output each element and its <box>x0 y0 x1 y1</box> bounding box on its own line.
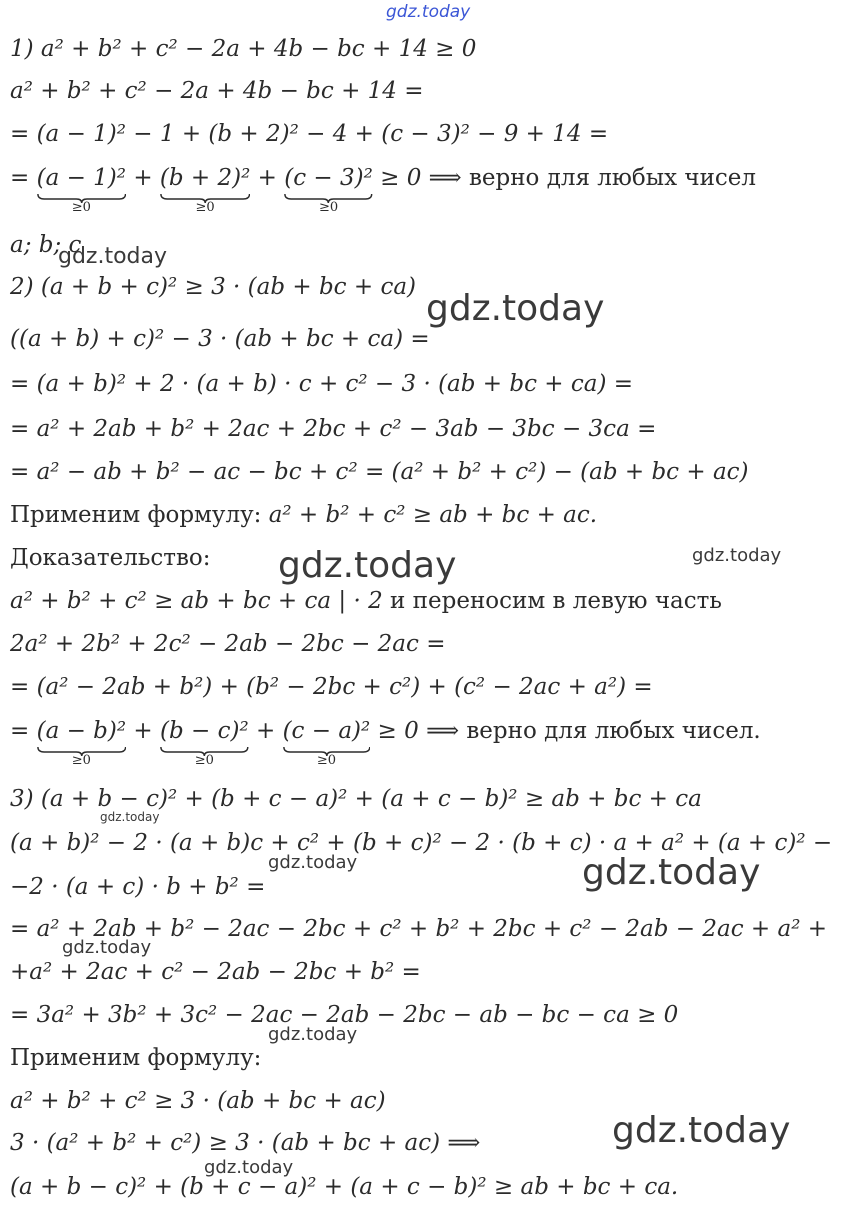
problem-2-statement: 2) (a + b + c)² ≥ 3 · (ab + bc + ca) <box>10 274 417 300</box>
problem-3-step-4: 3 · (a² + b² + c²) ≥ 3 · (ab + bc + ac) ⟹ <box>10 1130 481 1156</box>
watermark: gdz.today <box>426 288 605 329</box>
problem-2-step-1: ((a + b) + c)² − 3 · (ab + bc + ca) = <box>10 326 430 352</box>
problem-3-formula: a² + b² + c² ≥ 3 · (ab + bc + ac) <box>10 1088 386 1114</box>
proof-step-3: = (a² − 2ab + b²) + (b² − 2bc + c²) + (c² − 2ac + a²) = <box>10 674 653 700</box>
underbrace-term-2: (b − c)² ≥0 <box>160 718 249 768</box>
proof-heading: Доказательство: <box>10 545 211 571</box>
problem-3-conclusion: (a + b − c)² + (b + c − a)² + (a + c − b)² ≥ ab + bc + ca. <box>10 1174 679 1200</box>
problem-3-apply-formula: Применим формулу: <box>10 1045 262 1071</box>
problem-2-apply-formula: Применим формулу: a² + b² + c² ≥ ab + bc + ac. <box>10 502 598 528</box>
watermark: gdz.today <box>100 810 160 824</box>
problem-3-statement: 3) (a + b − c)² + (b + c − a)² + (a + c − b)² ≥ ab + bc + ca <box>10 786 702 812</box>
underbrace-term-3: (c − a)² ≥0 <box>282 718 371 768</box>
underbrace-term-2: (b + 2)² ≥0 <box>159 165 251 215</box>
equals-sign: = <box>10 165 30 191</box>
problem-1-step-1: a² + b² + c² − 2a + 4b − bc + 14 = <box>10 78 424 104</box>
watermark: gdz.today <box>204 1157 294 1178</box>
proof-step-4: = (a − b)² ≥0 + (b − c)² ≥0 + (c − a)² ≥0 ≥ 0 ⟹ верно для любых чисел. <box>10 718 761 768</box>
problem-3-step-2-cont: +a² + 2ac + c² − 2ab − 2bc + b² = <box>10 959 421 985</box>
proof-step-2: 2a² + 2b² + 2c² − 2ab − 2bc − 2ac = <box>10 631 446 657</box>
problem-2-step-3: = a² + 2ab + b² + 2ac + 2bc + c² − 3ab − 3bc − 3ca = <box>10 416 657 442</box>
underbrace-term-1: (a − b)² ≥0 <box>36 718 127 768</box>
problem-3-step-1: (a + b)² − 2 · (a + b)c + c² + (b + c)² − 2 · (b + c) · a + a² + (a + c)² − <box>10 830 833 856</box>
watermark: gdz.today <box>692 545 782 566</box>
watermark: gdz.today <box>58 244 168 269</box>
proof-step-1: a² + b² + c² ≥ ab + bc + ca | · 2 и переносим в левую часть <box>10 588 722 614</box>
watermark: gdz.today <box>582 852 761 893</box>
problem-3-step-3: = 3a² + 3b² + 3c² − 2ac − 2ab − 2bc − ab − bc − ca ≥ 0 <box>10 1002 679 1028</box>
problem-2-step-2: = (a + b)² + 2 · (a + b) · c + c² − 3 · (ab + bc + ca) = <box>10 371 634 397</box>
watermark: gdz.today <box>62 937 152 958</box>
problem-1-statement: 1) a² + b² + c² − 2a + 4b − bc + 14 ≥ 0 <box>10 36 477 62</box>
problem-3-step-2: = a² + 2ab + b² − 2ac − 2bc + c² + b² + 2bc + c² − 2ab − 2ac + a² + <box>10 916 828 942</box>
underbrace-term-3: (c − 3)² ≥0 <box>284 165 373 215</box>
problem-2-step-4: = a² − ab + b² − ac − bc + c² = (a² + b² + c²) − (ab + bc + ac) <box>10 459 749 485</box>
watermark: gdz.today <box>268 1024 358 1045</box>
problem-1-variables: a; b; c <box>10 232 82 258</box>
problem-3-step-1-cont: −2 · (a + c) · b + b² = <box>10 874 266 900</box>
underbrace-term-1: (a − 1)² ≥0 <box>36 165 126 215</box>
watermark: gdz.today <box>612 1110 791 1151</box>
watermark-top: gdz.today <box>386 2 471 22</box>
problem-1-step-3: = (a − 1)² ≥0 + (b + 2)² ≥0 + (c − 3)² ≥0 ≥ 0 ⟹ верно для любых чисел <box>10 165 757 215</box>
problem-1-step-2: = (a − 1)² − 1 + (b + 2)² − 4 + (c − 3)² − 9 + 14 = <box>10 121 609 147</box>
watermark: gdz.today <box>268 852 358 873</box>
watermark: gdz.today <box>278 545 457 586</box>
